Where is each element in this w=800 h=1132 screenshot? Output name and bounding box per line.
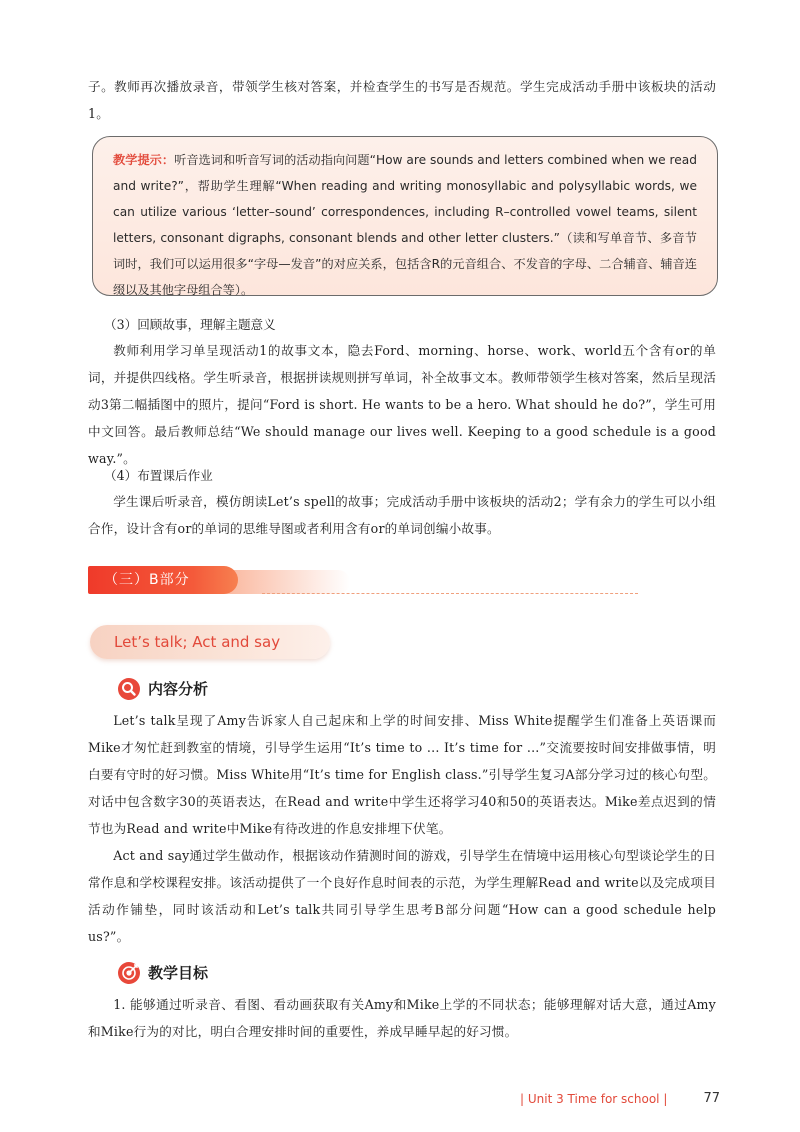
tip-label: 教学提示：	[113, 153, 175, 167]
page-footer	[520, 1088, 720, 1110]
tip-text: 听音选词和听音写词的活动指向问题“How are sounds and letters combined when we read and write?”，帮助学生理解“When reading and writing monosyllabic and polysyllabic words, we can utilize various ‘letter–sound’ correspondences, including R–controlled vowel teams, silent letters, consonant digraphs, consonant blends and other letter clusters.”（读和写单音节、多音节词时，我们可以运用很多“字母—发音”的对应关系，包括含R的元音组合、不发音的字母、二合辅音、辅音连缀以及其他字母组合等）。	[113, 153, 697, 297]
content-analysis-title: 内容分析	[148, 680, 209, 698]
lesson-pill-label: Let’s talk; Act and say	[114, 633, 281, 651]
section-divider	[262, 593, 638, 594]
section-banner	[88, 566, 268, 594]
target-icon	[118, 962, 140, 984]
step4-paragraph: 学生课后听录音，模仿朗读Let’s spell的故事；完成活动手册中该板块的活动2；学有余力的学生可以小组合作，设计含有or的单词的思维导图或者利用含有or的单词创编小故事。	[88, 494, 716, 536]
footer-chapter: | Unit 3 Time for school |	[520, 1092, 668, 1106]
lesson-pill	[90, 625, 330, 659]
banner-tail	[220, 570, 350, 594]
search-icon	[118, 678, 140, 700]
step4-heading: （4）布置课后作业	[104, 468, 213, 483]
section-banner-label: （三）B部分	[104, 572, 190, 588]
page-number: 77	[703, 1091, 720, 1106]
content-analysis-paragraph-2: Act and say通过学生做动作，根据该动作猜测时间的游戏，引导学生在情境中运用核心句型谈论学生的日常作息和学校课程安排。该活动提供了一个良好作息时间表的示范，为学生理解Read and write以及完成项目活动作铺垫，同时该活动和Let’s talk共同引导学生思考B部分问题“How can a good schedule help us?”。	[88, 848, 716, 944]
step3-heading: （3）回顾故事，理解主题意义	[104, 317, 276, 332]
step3-paragraph: 教师利用学习单呈现活动1的故事文本，隐去Ford、morning、horse、work、world五个含有or的单词，并提供四线格。学生听录音，根据拼读规则拼写单词，补全故事文本。教师带领学生核对答案，然后呈现活动3第二幅插图中的照片，提问“Ford is short. He wants to be a hero. What should he do?”，学生可用中文回答。最后教师总结“We should manage our lives well. Keeping to a good schedule is a good way.”。	[88, 343, 716, 466]
teaching-tip-box	[92, 136, 718, 296]
teaching-goals-paragraph-1: 1. 能够通过听录音、看图、看动画获取有关Amy和Mike上学的不同状态；能够理解对话大意，通过Amy和Mike行为的对比，明白合理安排时间的重要性，养成早睡早起的好习惯。	[88, 997, 716, 1039]
teaching-goals-title: 教学目标	[148, 964, 209, 982]
top-paragraph: 子。教师再次播放录音，带领学生核对答案，并检查学生的书写是否规范。学生完成活动手册中该板块的活动1。	[88, 79, 716, 121]
content-analysis-paragraph-1: Let’s talk呈现了Amy告诉家人自己起床和上学的时间安排、Miss White提醒学生们准备上英语课而Mike才匆忙赶到教室的情境，引导学生运用“It’s time to ... It’s time for ...”交流要按时间安排做事情，明白要有守时的好习惯。Miss White用“It’s time for English class.”引导学生复习A部分学习过的核心句型。对话中包含数字30的英语表达，在Read and write中学生还将学习40和50的英语表达。Mike差点迟到的情节也为Read and write中Mike有待改进的作息安排埋下伏笔。	[88, 713, 716, 836]
